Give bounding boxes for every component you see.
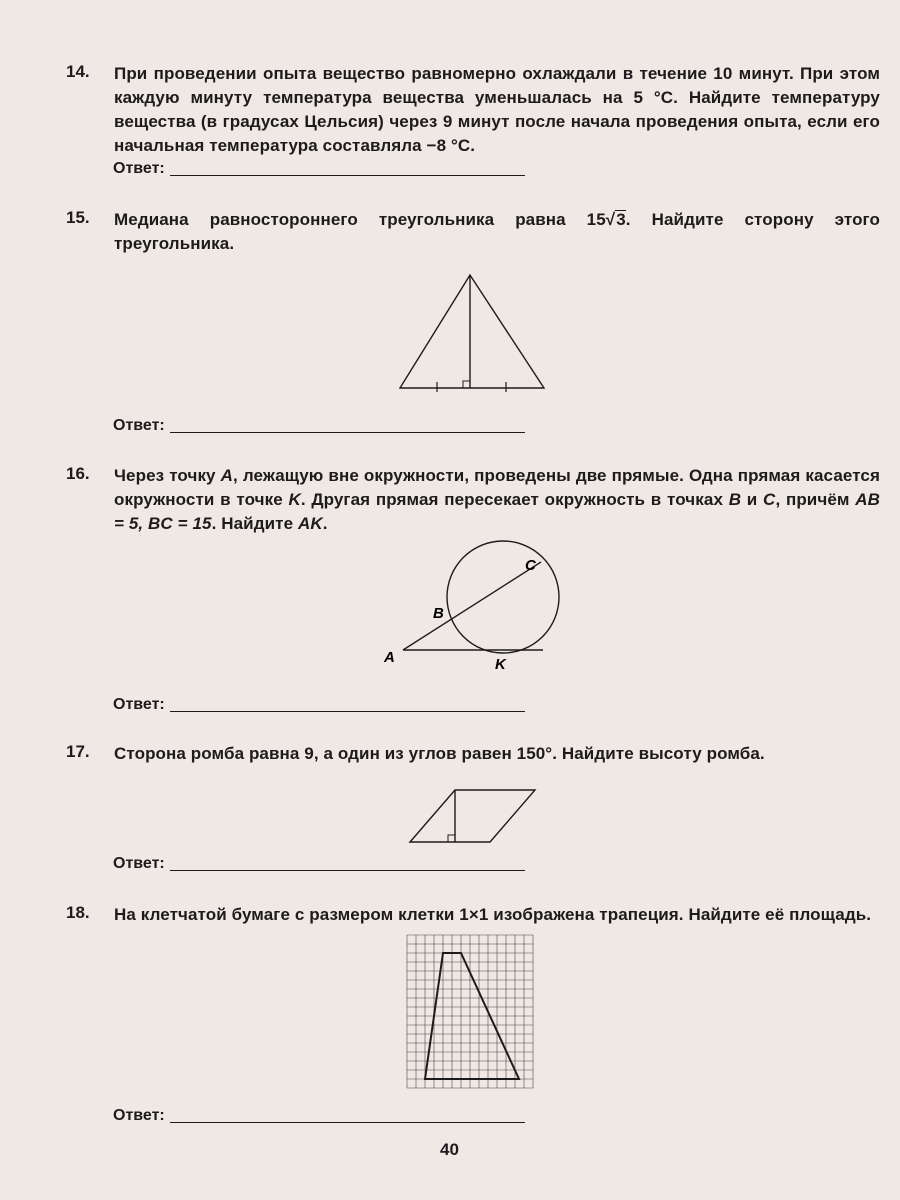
answer-label: Ответ:: [113, 855, 165, 872]
answer-field-14[interactable]: [170, 175, 525, 176]
sqrt-argument: 3: [616, 210, 626, 229]
answer-field-18[interactable]: [170, 1122, 525, 1123]
task-number: 15.: [66, 208, 90, 227]
task-15: [60, 208, 880, 256]
task-text: На клетчатой бумаге с размером клетки 1×1 изображена трапеция. Найдите её площадь.: [114, 905, 872, 924]
equilateral-triangle-figure: [395, 270, 555, 395]
page-number: 40: [440, 1140, 459, 1159]
task-17: [60, 742, 880, 766]
task-text: При проведении опыта вещество равномерно охлаждали в течение 10 минут. При этом каждую минуту температура вещества уменьшалась на 5 °С. Найдите температуру вещества (в градусах Цельсия) через 9 минут после начала проведения опыта, если его начальная температура составляла −8 °С.: [114, 64, 880, 155]
label-K: K: [495, 656, 506, 673]
task-number: 17.: [66, 742, 90, 761]
task-18: [60, 903, 880, 927]
task-text: Сторона ромба равна 9, а один из углов равен 150°. Найдите высоту ромба.: [114, 744, 765, 763]
circle-tangent-secant-figure: [378, 540, 568, 675]
task-number: 18.: [66, 903, 90, 922]
task-16: [60, 464, 880, 536]
label-A: A: [384, 649, 395, 666]
task-text: Медиана равностороннего треугольника равна 15√3. Найдите сторону этого треугольника.: [114, 210, 880, 253]
answer-label: Ответ:: [113, 1107, 165, 1124]
task-14: [60, 62, 880, 158]
answer-label: Ответ:: [113, 160, 165, 177]
answer-field-17[interactable]: [170, 870, 525, 871]
answer-field-15[interactable]: [170, 432, 525, 433]
answer-label: Ответ:: [113, 417, 165, 434]
label-C: C: [525, 557, 536, 574]
label-B: B: [433, 605, 444, 622]
grid-trapezoid-figure: [405, 935, 540, 1095]
answer-field-16[interactable]: [170, 711, 525, 712]
task-number: 14.: [66, 62, 90, 81]
task-number: 16.: [66, 464, 90, 483]
rhombus-figure: [405, 785, 540, 845]
task-text: Через точку A, лежащую вне окружности, проведены две прямые. Одна прямая касается окружности в точке K. Другая прямая пересекает окружность в точках B и C, причём AB = 5, BC = 15. Найдите AK.: [114, 466, 881, 533]
answer-label: Ответ:: [113, 696, 165, 713]
